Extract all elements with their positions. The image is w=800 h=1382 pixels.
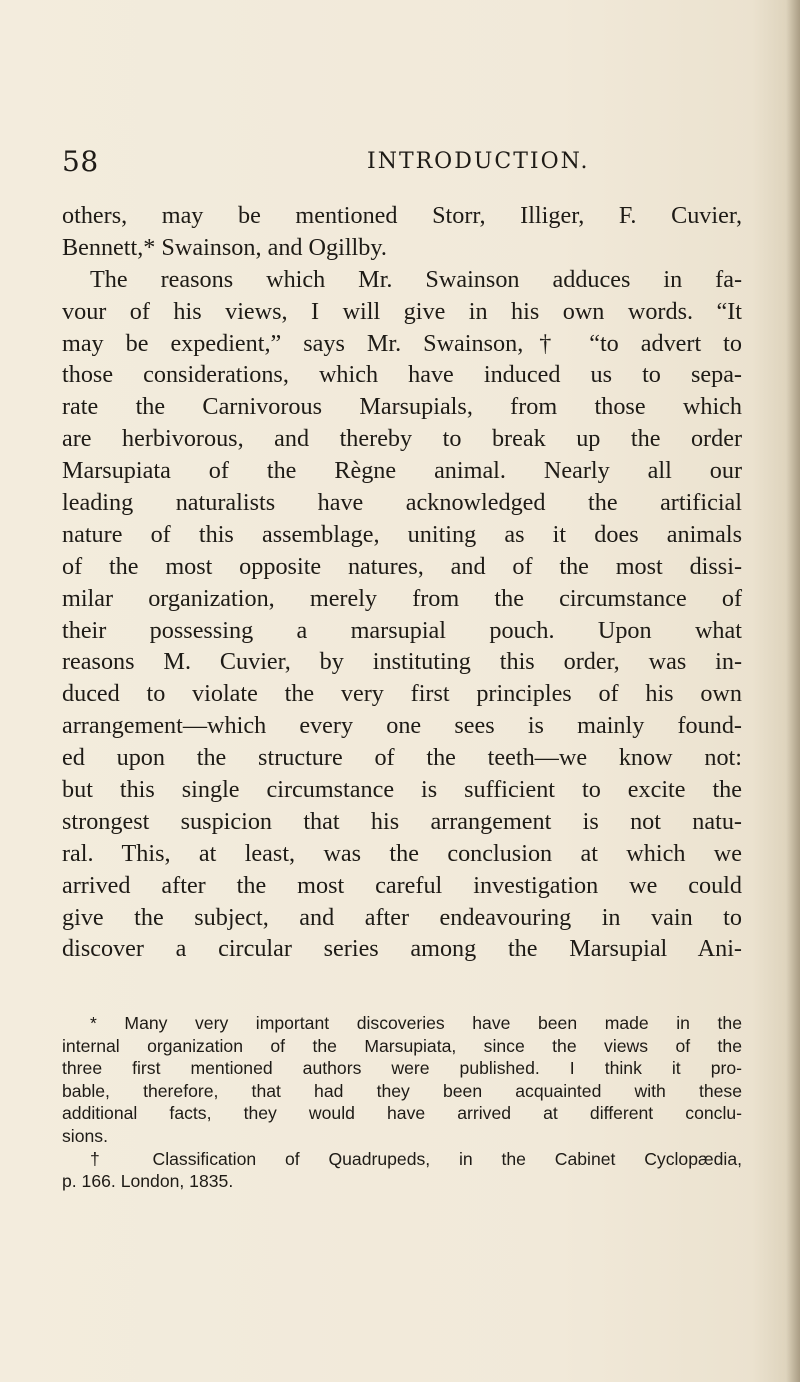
body-line: ed upon the structure of the teeth—we know not: [62, 744, 742, 772]
page-header [62, 145, 742, 185]
body-line: discover a circular series among the Marsupial Ani- [62, 935, 742, 963]
body-line: others, may be mentioned Storr, Illiger, F. Cuvier, [62, 202, 742, 229]
footnote-line: internal organization of the Marsupiata, since the views of the [62, 1035, 742, 1056]
body-line: arrangement—which every one sees is mainly found- [62, 712, 742, 740]
footnotes [62, 1012, 742, 1193]
footnote-line: p. 166. London, 1835. [62, 1171, 234, 1192]
page-edge-shadow [786, 0, 800, 1382]
body-line: milar organization, merely from the circumstance of [62, 584, 742, 612]
page-number: 58 [62, 145, 99, 178]
body-line: vour of his views, I will give in his own words. “It [62, 297, 742, 325]
footnote-line: three first mentioned authors were published. I think it pro- [62, 1058, 742, 1079]
running-title: INTRODUCTION. [367, 149, 590, 174]
body-line: their possessing a marsupial pouch. Upon what [62, 616, 742, 644]
body-line: those considerations, which have induced us to sepa- [62, 361, 742, 389]
body-line: duced to violate the very first principles of his own [62, 680, 742, 708]
body-line: of the most opposite natures, and of the most dissi- [62, 552, 742, 580]
body-line: ral. This, at least, was the conclusion at which we [62, 839, 742, 867]
body-line: are herbivorous, and thereby to break up the order [62, 425, 742, 453]
footnote-line: † Classification of Quadrupeds, in the Cabinet Cyclopædia, [90, 1148, 742, 1169]
footnote-line: bable, therefore, that had they been acquainted with these [62, 1080, 742, 1101]
body-line: arrived after the most careful investigation we could [62, 871, 742, 899]
body-line: rate the Carnivorous Marsupials, from those which [62, 393, 742, 421]
footnote-line: sions. [62, 1125, 108, 1146]
footnote-line: * Many very important discoveries have been made in the [90, 1013, 742, 1033]
body-line: strongest suspicion that his arrangement is not natu- [62, 807, 742, 835]
body-line: Bennett,* Swainson, and Ogillby. [62, 233, 387, 261]
body-line: leading naturalists have acknowledged the artificial [62, 489, 742, 517]
body-line: Marsupiata of the Règne animal. Nearly all our [62, 457, 742, 485]
body-line: give the subject, and after endeavouring in vain to [62, 903, 742, 931]
body-line: The reasons which Mr. Swainson adduces in fa- [90, 265, 742, 293]
body-line: may be expedient,” says Mr. Swainson,† “to advert to [62, 329, 742, 357]
footnote-line: additional facts, they would have arrived at different conclu- [62, 1103, 742, 1124]
body-line: nature of this assemblage, uniting as it does animals [62, 520, 742, 548]
body-line: but this single circumstance is sufficient to excite the [62, 776, 742, 804]
body-text [62, 200, 742, 965]
body-line: reasons M. Cuvier, by instituting this order, was in- [62, 648, 742, 676]
